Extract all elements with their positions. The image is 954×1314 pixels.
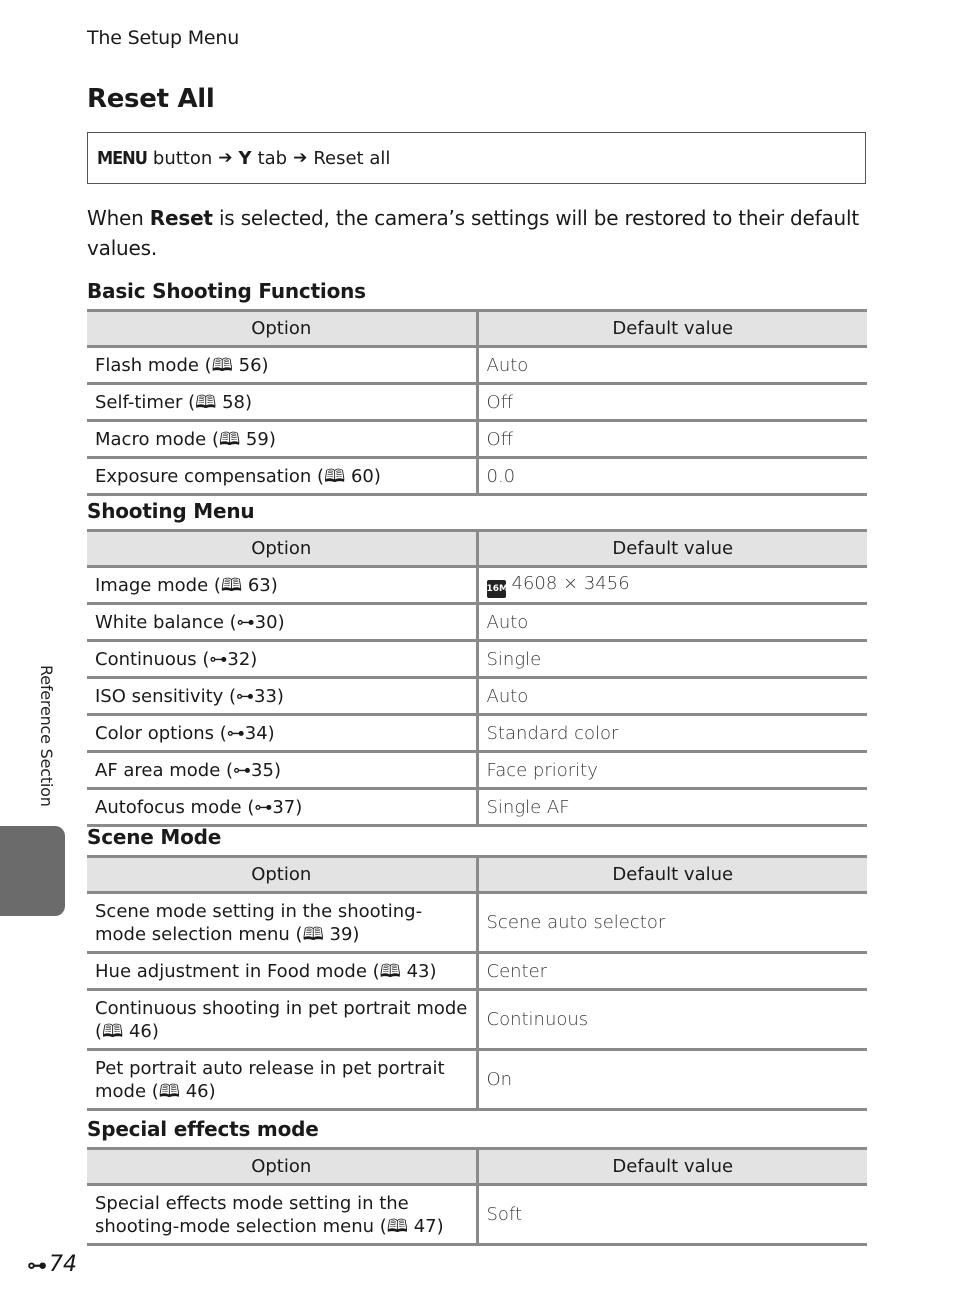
arrow-right-icon: ➔ (218, 148, 233, 168)
table-row (87, 604, 867, 641)
default-value-cell (477, 678, 867, 715)
option-cell: Exposure compensation (🕮 60) (87, 458, 477, 495)
default-value-cell (477, 604, 867, 641)
table-shooting (87, 529, 867, 827)
default-value-cell (477, 458, 867, 495)
arrow-right-icon: ➔ (293, 148, 308, 168)
page-number (27, 1252, 77, 1277)
wrench-icon: Y (238, 147, 252, 169)
table-row (87, 1050, 867, 1110)
option-cell: White balance (⊶30) (87, 604, 477, 641)
menu-button-icon: MENU (97, 147, 147, 169)
default-value-cell (477, 715, 867, 752)
column-header-default: Default value (477, 857, 867, 893)
default-value-text: Center (486, 960, 548, 982)
page-title: Reset All (87, 84, 215, 114)
option-cell: Continuous (⊶32) (87, 641, 477, 678)
section-title-scene: Scene Mode (87, 825, 222, 849)
intro-bold: Reset (149, 206, 213, 230)
default-value-cell (477, 421, 867, 458)
default-value-text: Auto (486, 685, 529, 707)
table-basic (87, 309, 867, 496)
table-row (87, 421, 867, 458)
menu-path-box (87, 132, 866, 184)
table-header-row (87, 1149, 867, 1185)
default-value-text: Face priority (486, 759, 598, 781)
option-cell: Flash mode (🕮 56) (87, 347, 477, 384)
table-row (87, 641, 867, 678)
section-title-special: Special effects mode (87, 1117, 319, 1141)
intro-prefix: When (87, 206, 150, 230)
side-tab-marker (0, 826, 65, 916)
option-cell: Scene mode setting in the shooting-mode selection menu (🕮 39) (87, 893, 477, 953)
default-value-text: 4608 × 3456 (511, 573, 630, 594)
default-value-cell (477, 347, 867, 384)
option-cell: Hue adjustment in Food mode (🕮 43) (87, 953, 477, 990)
button-label: button (152, 147, 213, 169)
option-cell: Macro mode (🕮 59) (87, 421, 477, 458)
default-value-cell (477, 953, 867, 990)
table-header-row (87, 857, 867, 893)
default-value-cell (477, 641, 867, 678)
option-cell: ISO sensitivity (⊶33) (87, 678, 477, 715)
default-value-text: On (486, 1069, 513, 1090)
default-value-text: 0.0 (486, 465, 516, 487)
option-cell: Image mode (🕮 63) (87, 567, 477, 604)
default-value-text: Auto (486, 611, 529, 633)
option-cell: Self-timer (🕮 58) (87, 384, 477, 421)
table-row (87, 715, 867, 752)
running-head: The Setup Menu (87, 27, 240, 49)
default-value-cell (477, 893, 867, 953)
option-cell: Pet portrait auto release in pet portrait mode (🕮 46) (87, 1050, 477, 1110)
default-value-cell (477, 1185, 867, 1245)
table-row (87, 458, 867, 495)
default-value-cell (477, 384, 867, 421)
default-value-cell (477, 567, 867, 604)
option-cell: Autofocus mode (⊶37) (87, 789, 477, 826)
table-row (87, 1185, 867, 1245)
default-value-cell (477, 990, 867, 1050)
table-row (87, 567, 867, 604)
option-cell: Special effects mode setting in the shooting-mode selection menu (🕮 47) (87, 1185, 477, 1245)
column-header-option: Option (87, 311, 477, 347)
table-header-row (87, 311, 867, 347)
default-value-text: Off (486, 428, 514, 450)
reference-section-icon: ⊶ (27, 1252, 47, 1277)
default-value-cell (477, 752, 867, 789)
column-header-option: Option (87, 857, 477, 893)
default-value-cell (477, 1050, 867, 1110)
default-value-text: Auto (486, 354, 529, 376)
menu-item-label: Reset all (313, 147, 391, 169)
column-header-option: Option (87, 531, 477, 567)
side-tab-label: Reference Section (37, 665, 56, 807)
column-header-default: Default value (477, 311, 867, 347)
table-row (87, 953, 867, 990)
option-cell: Continuous shooting in pet portrait mode (🕮 46) (87, 990, 477, 1050)
image-size-icon: 16M (487, 580, 506, 598)
section-title-basic: Basic Shooting Functions (87, 279, 366, 303)
tab-label: tab (257, 147, 288, 169)
intro-paragraph (87, 203, 867, 263)
intro-suffix: is selected, the camera’s settings will be restored to their default values. (87, 206, 860, 260)
table-row (87, 789, 867, 826)
column-header-default: Default value (477, 531, 867, 567)
option-cell: AF area mode (⊶35) (87, 752, 477, 789)
table-row (87, 893, 867, 953)
table-special (87, 1147, 867, 1246)
default-value-text: Single (486, 648, 542, 670)
table-row (87, 678, 867, 715)
default-value-text: Off (486, 391, 514, 413)
table-row (87, 347, 867, 384)
table-scene (87, 855, 867, 1111)
table-row (87, 752, 867, 789)
default-value-text: Continuous (486, 1009, 589, 1030)
column-header-option: Option (87, 1149, 477, 1185)
default-value-text: Scene auto selector (486, 912, 666, 933)
default-value-cell (477, 789, 867, 826)
table-row (87, 384, 867, 421)
default-value-text: Standard color (486, 722, 619, 744)
default-value-text: Single AF (486, 796, 570, 818)
table-row (87, 990, 867, 1050)
default-value-text: Soft (486, 1204, 523, 1225)
section-title-shooting: Shooting Menu (87, 499, 255, 523)
page-number-value: 74 (49, 1252, 77, 1277)
table-header-row (87, 531, 867, 567)
option-cell: Color options (⊶34) (87, 715, 477, 752)
column-header-default: Default value (477, 1149, 867, 1185)
